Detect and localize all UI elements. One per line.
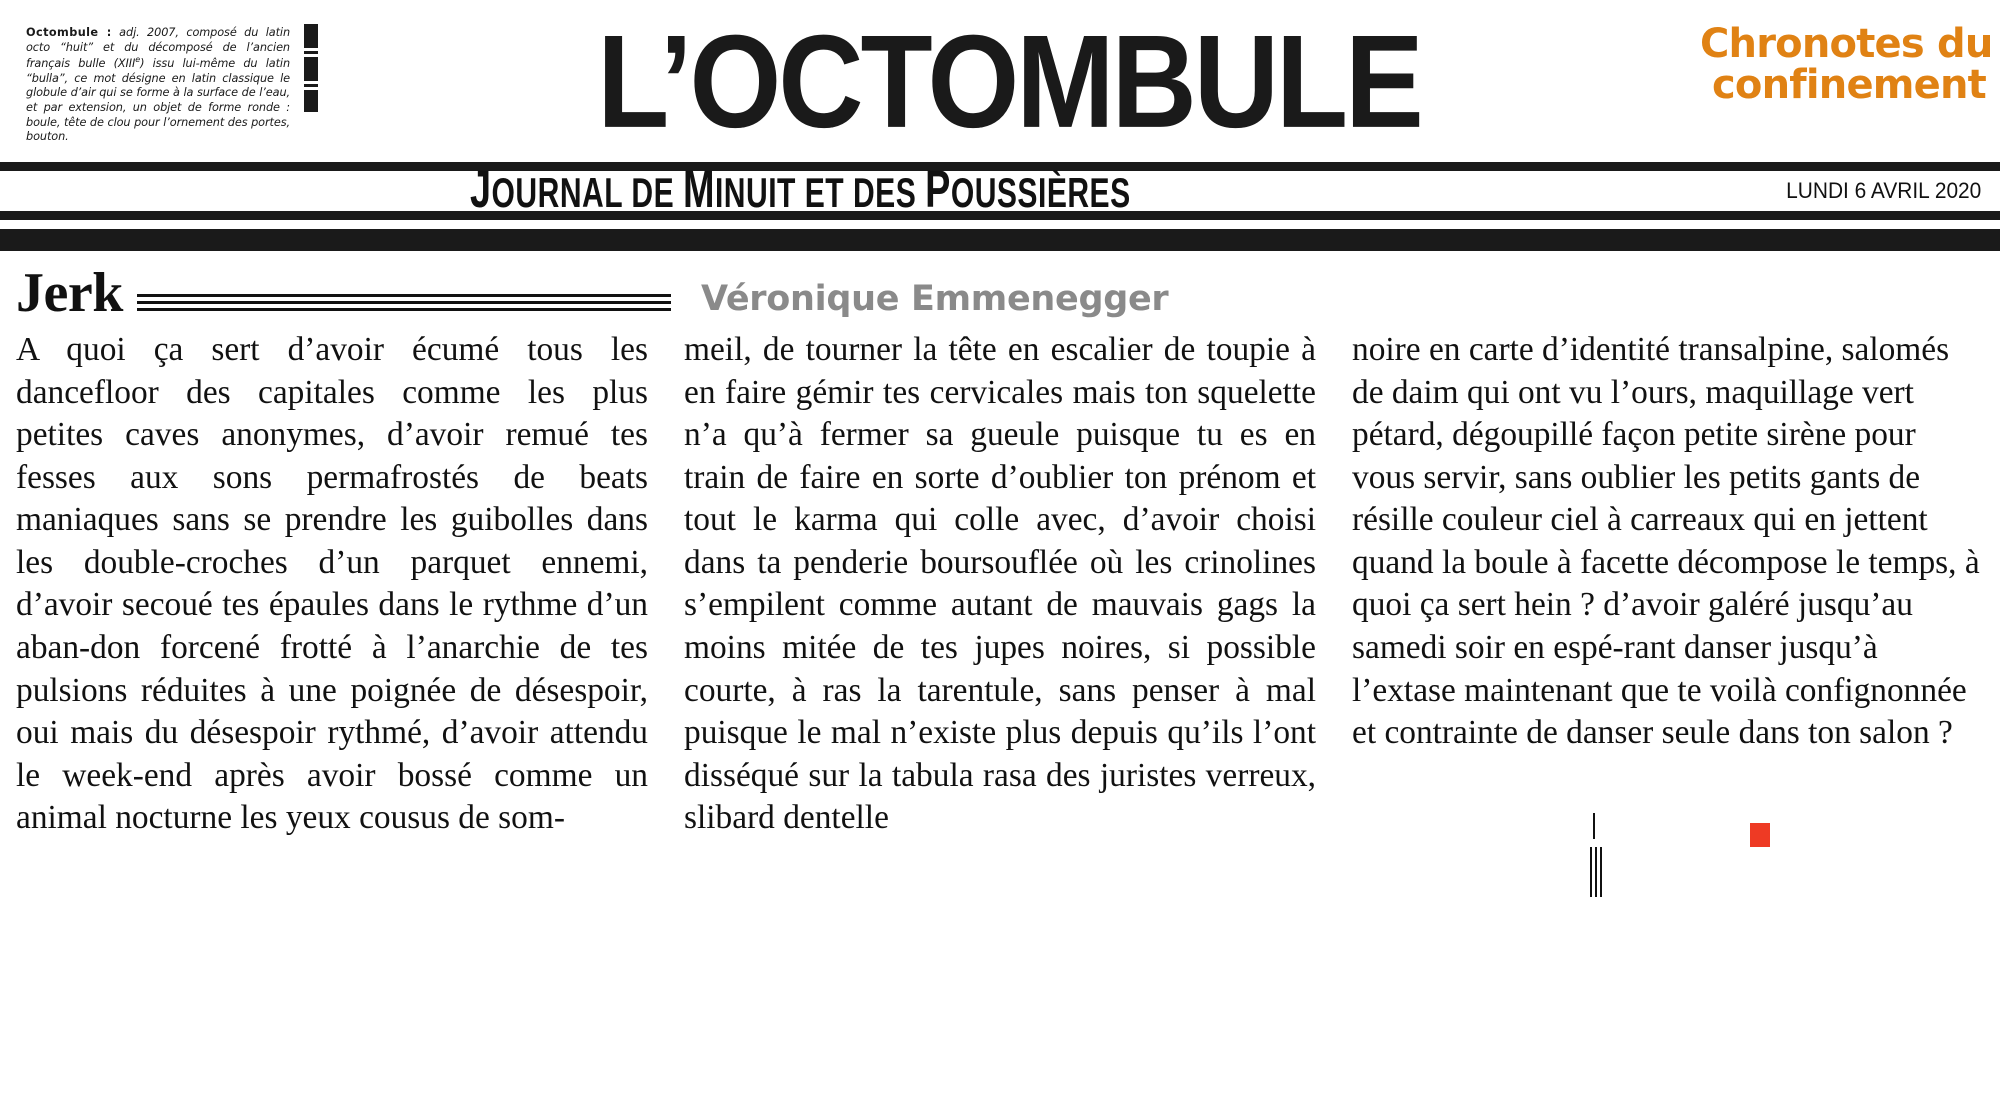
etymology-definition: adj. 2007, composé du latin octo “huit” et du décomposé de l’ancien français bulle (XIII — [26, 26, 291, 71]
etymology-superscript: e — [135, 55, 141, 65]
article-column-3 — [1352, 329, 1984, 1102]
tagline-line-2: confinement — [1712, 61, 1986, 108]
etymology-text — [26, 26, 290, 145]
banner-text-2: INUIT ET DES — [714, 169, 926, 217]
banner-cap-p: P — [925, 161, 951, 220]
tick-marks-icon — [1584, 813, 1614, 903]
end-marks — [1352, 813, 1984, 933]
issue-date: LUNDI 6 AVRIL 2020 — [1785, 178, 1981, 203]
tagline-line-1: Chronotes du — [1700, 21, 1993, 67]
masthead-left-rule-bars — [304, 24, 318, 112]
etymology-box — [0, 0, 300, 145]
banner-cap-m: M — [682, 161, 715, 220]
article-header — [0, 251, 2000, 323]
etymology-definition-cont: ) issu lui-même du latin “bulla”, ce mot désigne en latin classique le globule d’air qui se forme à la surface de l’eau, et par extension, un objet de forme ronde : boule, tête de clou pour l’ornement des portes, bouton. — [26, 57, 291, 144]
column-text: meil, de tourner la tête en escalier de toupie à en faire gémir tes cervicales mais ton squelette n’a qu’à fermer sa gueule puisque tu es en train de faire en sorte d’oublier ton prénom et tout le karma qui colle avec, d’avoir choisi dans ta penderie boursouflée où les crinolines s’empilent comme autant de mauvais gags la moins mitée de tes jupes noires, si possible courte, à ras la tarentule, sans penser à mal puisque le mal n’existe plus depuis qu’ils l’ont disséqué sur la tabula rasa des juristes verreux, slibard dentelle — [684, 331, 1316, 837]
article-columns — [0, 323, 2000, 1102]
article-column-2 — [684, 329, 1316, 1102]
article-byline: Véronique Emmenegger — [701, 279, 1169, 319]
page-title: L’OCTOMBULE — [597, 8, 1421, 134]
banner-row — [0, 161, 2000, 220]
article-headline: Jerk — [16, 262, 123, 324]
banner-cap-j: J — [470, 161, 492, 220]
banner-subtitle — [470, 161, 1131, 220]
banner-text-3: OUSSIÈRES — [950, 169, 1131, 217]
headline-block — [16, 262, 671, 324]
paper-title-wrapper — [318, 0, 1700, 134]
end-of-article-square-icon — [1750, 823, 1770, 847]
banner-text-1: OURNAL DE — [491, 169, 683, 217]
banner-gap — [0, 220, 2000, 229]
headline-triple-rule — [137, 294, 671, 311]
etymology-term: Octombule : — [26, 26, 112, 39]
tagline-block — [1700, 0, 2000, 106]
column-text: noire en carte d’identité transalpine, salomés de daim qui ont vu l’ours, maquillage vert pétard, dégoupillé façon petite sirène pour vous servir, sans oublier les petits gants de résille couleur ciel à carreaux qui en jettent quand la boule à facette décompose le temps, à quoi ça sert hein ? d’avoir galéré jusqu’au samedi soir en espé-rant danser jusqu’à l’extase maintenant que te voilà confignonnée et contrainte de danser seule dans ton salon ? — [1352, 331, 1980, 752]
banner-rule-thick — [0, 229, 2000, 251]
article-column-1 — [16, 329, 648, 1102]
column-text: A quoi ça sert d’avoir écumé tous les dancefloor des capitales comme les plus petites caves anonymes, d’avoir remué tes fesses aux sons permafrostés de beats maniaques sans se prendre les guibolles dans les double-croches d’un parquet ennemi, d’avoir secoué tes épaules dans le rythme d’un aban-don forcené frotté à l’anarchie de tes pulsions réduites à une poignée de désespoir, oui mais du désespoir rythmé, d’avoir attendu le week-end après avoir bossé comme un animal nocturne les yeux cousus de som- — [16, 331, 648, 837]
masthead — [0, 0, 2000, 160]
